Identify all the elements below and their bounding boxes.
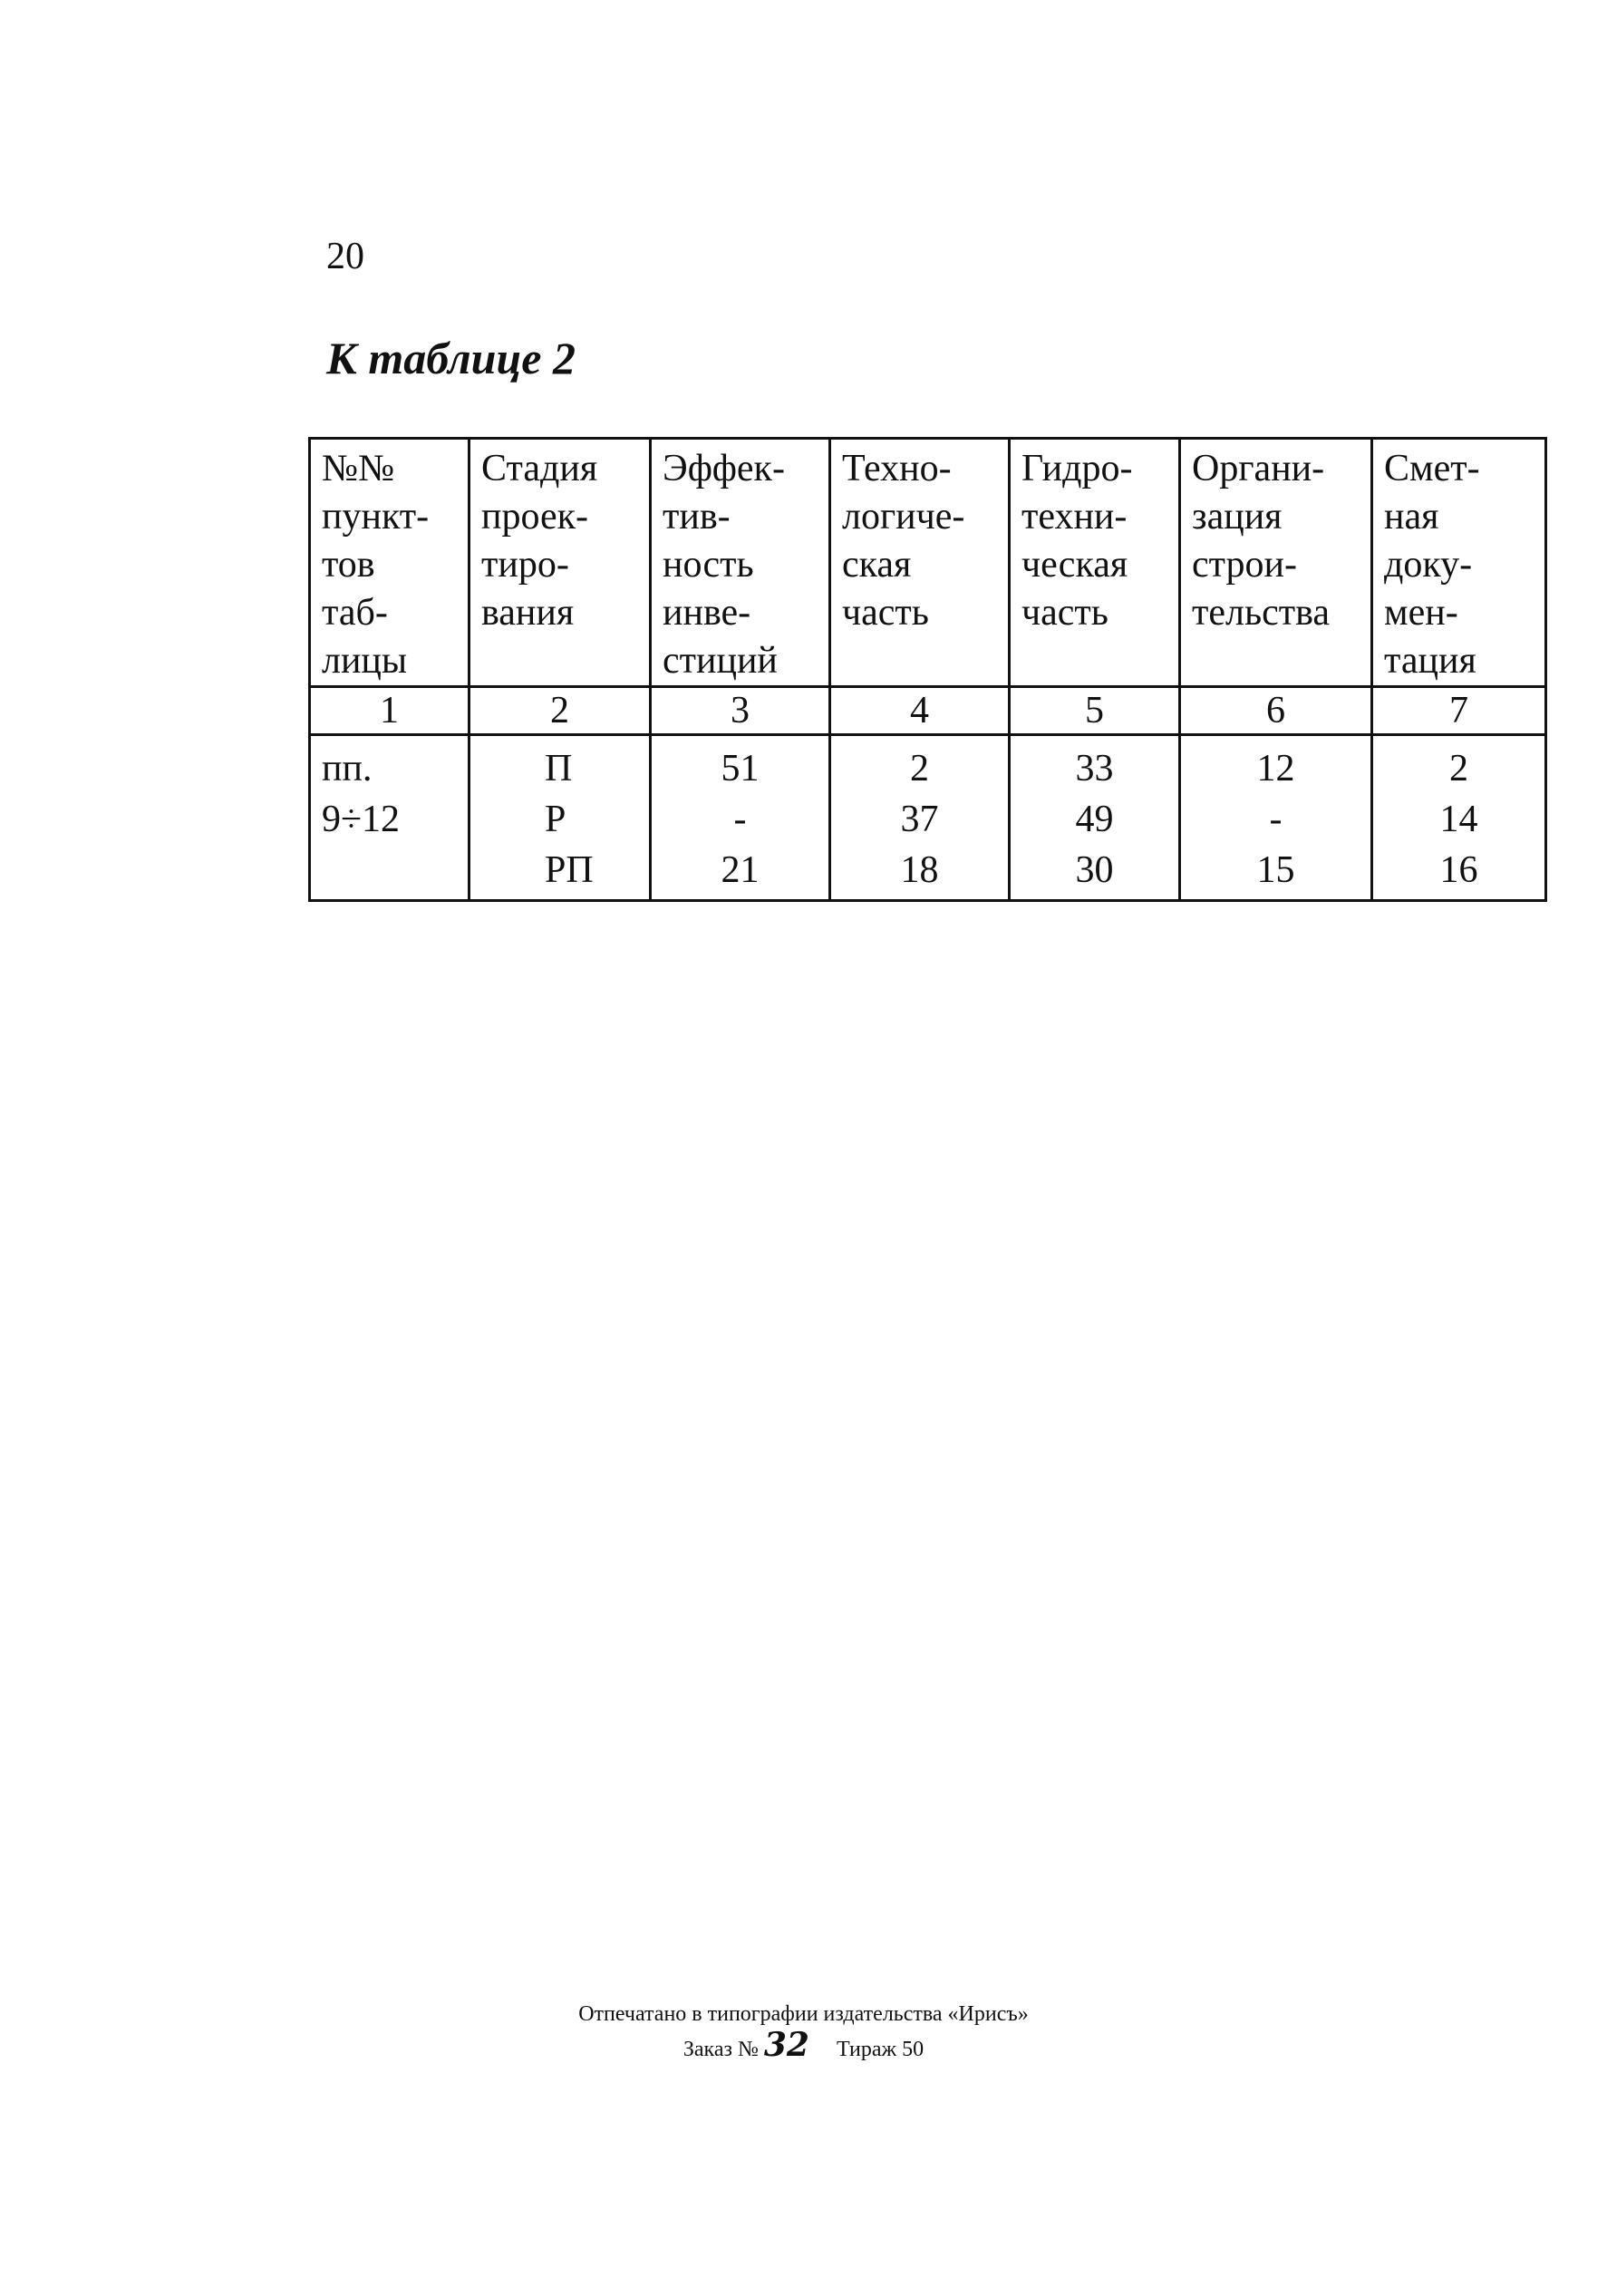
column-number: 6 — [1180, 687, 1372, 735]
print-footer — [0, 1999, 1607, 2065]
column-number: 2 — [470, 687, 651, 735]
estimate-docs-value: 14 — [1439, 799, 1478, 840]
page-number: 20 — [326, 236, 364, 277]
data-table — [308, 437, 1547, 902]
stage-value: Р — [545, 799, 566, 840]
hydrotechnical-value: 49 — [1075, 799, 1114, 840]
column-number: 1 — [310, 687, 470, 735]
header-cell-efficiency: Эффек- тив- ность инве- стиций — [651, 439, 830, 687]
header-cell-items: №№ пункт- тов таб- лицы — [310, 439, 470, 687]
efficiency-value: 21 — [721, 849, 760, 891]
order-label: Заказ № — [682, 2038, 759, 2061]
circulation-label: Тираж 50 — [836, 2038, 925, 2061]
header-cell-construction-org: Органи- зация строи- тельства — [1180, 439, 1372, 687]
hydrotechnical-cell — [1010, 735, 1180, 901]
technological-value: 37 — [900, 799, 939, 840]
construction-org-cell — [1180, 735, 1372, 901]
technological-cell — [830, 735, 1010, 901]
table-row — [310, 735, 1546, 901]
hydrotechnical-value: 33 — [1075, 748, 1114, 790]
row-label-line: 9÷12 — [322, 799, 401, 840]
construction-org-value: 15 — [1256, 849, 1295, 891]
column-number: 7 — [1372, 687, 1546, 735]
estimate-docs-cell — [1372, 735, 1546, 901]
row-label-cell — [310, 735, 470, 901]
stage-value: П — [545, 748, 573, 790]
column-number: 4 — [830, 687, 1010, 735]
technological-value: 2 — [910, 748, 929, 790]
order-number: 32 — [763, 2026, 809, 2064]
stage-cell — [470, 735, 651, 901]
efficiency-value: 51 — [721, 748, 760, 790]
estimate-docs-value: 16 — [1439, 849, 1478, 891]
header-cell-hydrotechnical: Гидро- техни- ческая часть — [1010, 439, 1180, 687]
technological-value: 18 — [900, 849, 939, 891]
header-cell-technological: Техно- логиче- ская часть — [830, 439, 1010, 687]
table-caption: К таблице 2 — [326, 333, 576, 383]
efficiency-value: - — [733, 799, 747, 840]
header-row — [310, 439, 1546, 687]
hydrotechnical-value: 30 — [1075, 849, 1114, 891]
estimate-docs-value: 2 — [1449, 748, 1468, 790]
construction-org-value: - — [1269, 799, 1283, 840]
column-number: 5 — [1010, 687, 1180, 735]
header-cell-stage: Стадия проек- тиро- вания — [470, 439, 651, 687]
column-number-row — [310, 687, 1546, 735]
printed-line: Отпечатано в типографии издательства «Ирисъ» — [578, 2002, 1029, 2026]
efficiency-cell — [651, 735, 830, 901]
row-label-line: пп. — [322, 748, 373, 790]
stage-value: РП — [545, 849, 594, 891]
header-cell-estimate-docs: Смет- ная доку- мен- тация — [1372, 439, 1546, 687]
column-number: 3 — [651, 687, 830, 735]
order-line — [0, 2026, 1607, 2065]
construction-org-value: 12 — [1256, 748, 1295, 790]
